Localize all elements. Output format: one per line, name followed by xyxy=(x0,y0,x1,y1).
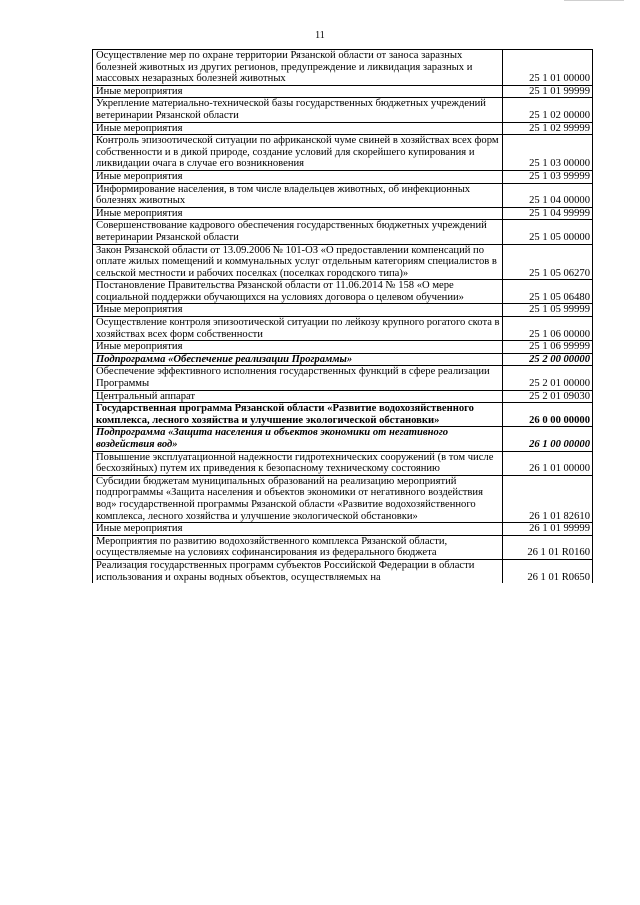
table-row xyxy=(93,170,593,183)
budget-classification-table xyxy=(92,49,593,583)
row-code-cell: 25 1 01 99999 xyxy=(503,85,593,98)
row-name-cell: Контроль эпизоотической ситуации по африканской чуме свиней в хозяйствах всех форм собственности и в дикой природе, создание условий для скорейшего купирования и ликвидации очага в случае его возникновения xyxy=(93,135,503,171)
table-row xyxy=(93,559,593,583)
row-name-cell: Подпрограмма «Защита населения и объектов экономики от негативного воздействия вод» xyxy=(93,427,503,451)
row-code-cell: 25 1 01 00000 xyxy=(503,50,593,86)
row-name-cell: Иные мероприятия xyxy=(93,207,503,220)
table-row xyxy=(93,135,593,171)
row-code-cell: 25 1 05 06270 xyxy=(503,244,593,280)
row-name-cell: Иные мероприятия xyxy=(93,341,503,354)
row-name-cell: Повышение эксплуатационной надежности гидротехнических сооружений (в том числе бесхозяйных) путем их приведения к безопасному техническому состоянию xyxy=(93,451,503,475)
row-name-cell: Иные мероприятия xyxy=(93,85,503,98)
row-code-cell: 26 0 00 00000 xyxy=(503,403,593,427)
row-code-cell: 25 1 04 99999 xyxy=(503,207,593,220)
table-row xyxy=(93,341,593,354)
row-code-cell: 26 1 01 00000 xyxy=(503,451,593,475)
row-name-cell: Центральный аппарат xyxy=(93,390,503,403)
row-name-cell: Обеспечение эффективного исполнения государственных функций в сфере реализации Программы xyxy=(93,366,503,390)
row-name-cell: Постановление Правительства Рязанской области от 11.06.2014 № 158 «О мере социальной поддержки обучающихся на условиях договора о целевом обучении» xyxy=(93,280,503,304)
row-code-cell: 25 1 06 99999 xyxy=(503,341,593,354)
table-row xyxy=(93,535,593,559)
table-row xyxy=(93,85,593,98)
row-name-cell: Совершенствование кадрового обеспечения государственных бюджетных учреждений ветеринарии Рязанской области xyxy=(93,220,503,244)
row-code-cell: 25 1 02 99999 xyxy=(503,122,593,135)
table-row xyxy=(93,366,593,390)
table-row xyxy=(93,220,593,244)
row-name-cell: Государственная программа Рязанской области «Развитие водохозяйственного комплекса, лесного хозяйства и улучшение экологической обстановки» xyxy=(93,403,503,427)
row-code-cell: 25 1 05 00000 xyxy=(503,220,593,244)
table-row xyxy=(93,304,593,317)
row-name-cell: Иные мероприятия xyxy=(93,304,503,317)
row-name-cell: Осуществление контроля эпизоотической ситуации по лейкозу крупного рогатого скота в хозяйствах всех форм собственности xyxy=(93,317,503,341)
scan-edge-mark xyxy=(564,0,624,1)
table-row xyxy=(93,50,593,86)
table-row xyxy=(93,183,593,207)
row-name-cell: Иные мероприятия xyxy=(93,122,503,135)
row-name-cell: Иные мероприятия xyxy=(93,523,503,536)
row-code-cell: 25 2 00 00000 xyxy=(503,353,593,366)
row-name-cell: Подпрограмма «Обеспечение реализации Программы» xyxy=(93,353,503,366)
row-name-cell: Реализация государственных программ субъектов Российской Федерации в области использования и охраны водных объектов, осуществляемых на xyxy=(93,559,503,583)
row-code-cell: 26 1 00 00000 xyxy=(503,427,593,451)
row-code-cell: 25 1 03 99999 xyxy=(503,170,593,183)
row-code-cell: 26 1 01 99999 xyxy=(503,523,593,536)
row-name-cell: Субсидии бюджетам муниципальных образований на реализацию мероприятий подпрограммы «Защита населения и объектов экономики от негативного воздействия вод» государственной программы Рязанской области «Развитие водохозяйственного комплекса, лесного хозяйства и улучшение экологической обстановки» xyxy=(93,475,503,522)
table-row xyxy=(93,427,593,451)
table-row xyxy=(93,353,593,366)
row-code-cell: 25 2 01 00000 xyxy=(503,366,593,390)
page-number: 11 xyxy=(315,30,325,41)
table-row xyxy=(93,403,593,427)
table-row xyxy=(93,451,593,475)
row-name-cell: Закон Рязанской области от 13.09.2006 № 101-ОЗ «О предоставлении компенсаций по оплате жилых помещений и коммунальных услуг отдельным категориям специалистов в сельской местности и рабочих поселках (поселках городского типа)» xyxy=(93,244,503,280)
row-name-cell: Мероприятия по развитию водохозяйственного комплекса Рязанской области, осуществляемые на условиях софинансирования из федерального бюджета xyxy=(93,535,503,559)
table-row xyxy=(93,523,593,536)
row-name-cell: Информирование населения, в том числе владельцев животных, об инфекционных болезнях животных xyxy=(93,183,503,207)
row-code-cell: 25 1 05 06480 xyxy=(503,280,593,304)
row-code-cell: 25 1 04 00000 xyxy=(503,183,593,207)
table-row xyxy=(93,390,593,403)
table-row xyxy=(93,98,593,122)
row-code-cell: 26 1 01 R0650 xyxy=(503,559,593,583)
row-name-cell: Укрепление материально-технической базы государственных бюджетных учреждений ветеринарии Рязанской области xyxy=(93,98,503,122)
table-body xyxy=(93,50,593,584)
row-name-cell: Осуществление мер по охране территории Рязанской области от заноса заразных болезней животных из других регионов, предупреждение и ликвидация заразных и массовых незаразных болезней животных xyxy=(93,50,503,86)
row-name-cell: Иные мероприятия xyxy=(93,170,503,183)
row-code-cell: 26 1 01 R0160 xyxy=(503,535,593,559)
table-row xyxy=(93,244,593,280)
table-row xyxy=(93,475,593,522)
table-row xyxy=(93,280,593,304)
row-code-cell: 25 1 05 99999 xyxy=(503,304,593,317)
table-row xyxy=(93,122,593,135)
row-code-cell: 25 1 03 00000 xyxy=(503,135,593,171)
table-row xyxy=(93,207,593,220)
row-code-cell: 26 1 01 82610 xyxy=(503,475,593,522)
row-code-cell: 25 1 06 00000 xyxy=(503,317,593,341)
row-code-cell: 25 2 01 09030 xyxy=(503,390,593,403)
table-row xyxy=(93,317,593,341)
row-code-cell: 25 1 02 00000 xyxy=(503,98,593,122)
